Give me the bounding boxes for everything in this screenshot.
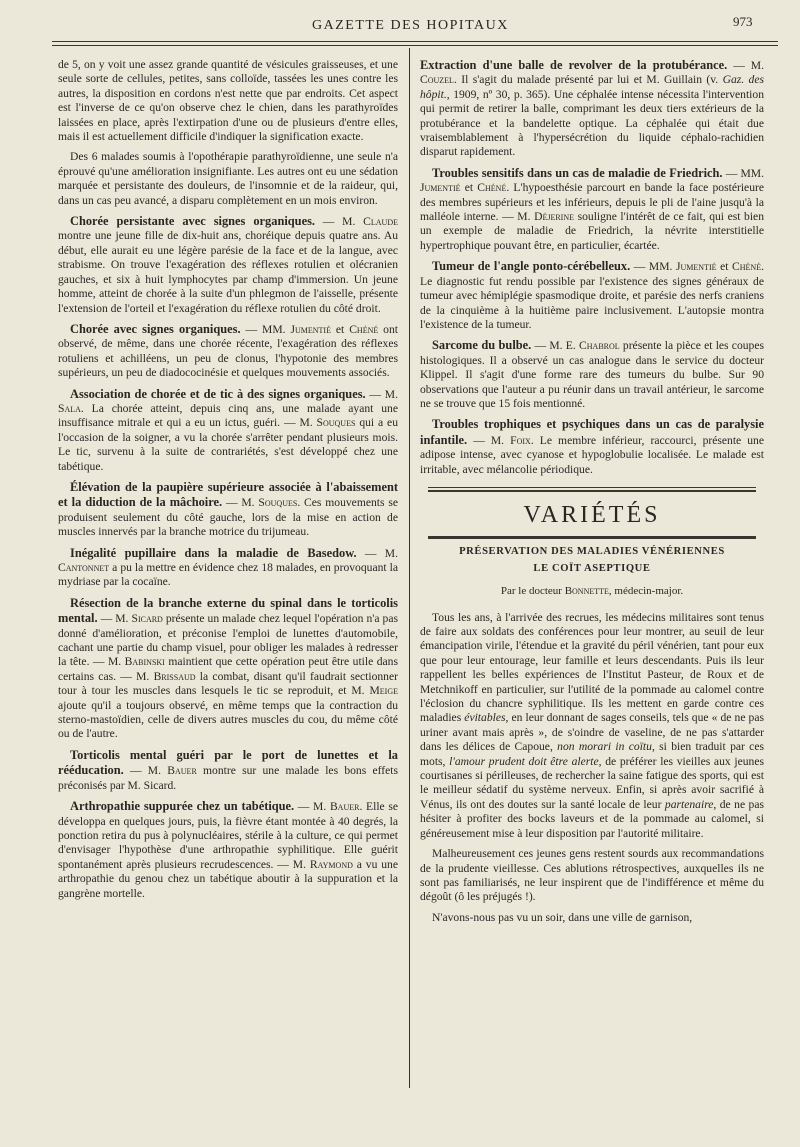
author-name: Bauer [167,764,197,778]
author-name: Sicard [131,612,163,626]
author-name: Claude [363,215,398,229]
author-name: Couzel [420,73,454,87]
section-title: Élévation de la paupière supérieure associée à l'abaissement et la diduction de la mâchoire. [58,479,398,510]
section-elevation-paupiere: Élévation de la paupière supérieure associée à l'abaissement et la diduction de la mâchoire. — M. Souques. Ces mouvements se produisent seulement du côté gauche, lors de la mise en action de muscles innervés par la branche motrice du trijumeau. [58,479,399,539]
section-title: Chorée avec signes organiques. [70,321,241,336]
section-resection-spinal: Résection de la branche externe du spinal dans le torticolis mental. — M. Sicard présente un malade chez lequel l'opération n'a pas donné d'amélioration, et préconise l'emploi de lunettes d'automobile, cachant une partie du champ visuel, pour obliger les malades à redresser la tête. — M. Babinski maintient que cette opération peut être utile dans certains cas. — M. Brissaud la combat, disant qu'il faudrait sectionner tour à tour les muscles dans lesquels le tic se reproduit, et M. Meige ajoute qu'il a toujours observé, en même temps que la contraction du sterno-mastoïdien, celle de divers autres muscles du cou, du même côté ou de l'autre. [58,595,398,741]
section-title: Troubles trophiques et psychiques dans un cas de paralysie infantile. [420,417,764,447]
header-rule-second [52,45,778,46]
varietes-rule-top-thick [428,490,756,492]
section-title: Tumeur de l'angle ponto-cérébelleux. [432,259,631,274]
author-name: Souques [258,496,298,510]
section-torticolis-gueri: Torticolis mental guéri par le port de lunettes et la rééducation. — M. Bauer montre sur une malade les bons effets préconisés par M. Sicard. [58,747,398,792]
section-title: Sarcome du bulbe. [432,338,532,353]
section-association-choree-tic: Association de chorée et de tic à des signes organiques. — M. Sala. La chorée atteint, depuis cinq ans, une malade ayant une insuffisance mitrale et qui a eu un ictus, guéri. — M. Souques qui a eu l'occasion de la soigner, a vu la chorée s'arrêter pendant plusieurs mois. Le tic, survenu à la suite de contrariétés, s'est développé chez une tabétique. [58,386,398,473]
article-byline: Par le docteur Bonnette, médecin-major. [500,585,684,598]
author-name: Jumentié [290,322,331,336]
author-name: Déjerine [534,210,575,224]
section-choree-persistante: Chorée persistante avec signes organiques. — M. Claude montre une jeune fille de dix-huit ans, choréique depuis quatre ans. Au début, elle aurait eu une légère parésie de la face et de la langue, avec strabisme. On trouve l'exagération des réflexes rotulien et olécranien gauches, et six à huit lymphocytes par champ d'immersion. Un jeune homme, atteint de chorée à la suite d'un phlegmon de l'aisselle, présente l'extension de l'orteil et l'exagération du réflexe rotulien du côté droit. [58,214,398,315]
varietes-heading: VARIÉTÉS [523,501,661,528]
running-head: GAZETTE DES HOPITAUX [312,18,509,33]
author-name: Jumentié [420,181,461,195]
section-title: Association de chorée et de tic à des signes organiques. [70,386,366,401]
author-name: Souques [316,416,356,430]
author-name: Jumentié [676,260,717,274]
article-paragraph-3: N'avons-nous pas vu un soir, dans une ville de garnison, [432,910,693,924]
section-title: Extraction d'une balle de revolver de la protubérance. [420,58,728,72]
author-name: Sala [58,401,81,415]
page-header [0,14,800,34]
author-name: Bauer [329,800,360,814]
author-name: Brissaud [153,669,196,683]
section-arthropathie: Arthropathie suppurée chez un tabétique. — M. Bauer. Elle se développa en quelques jours, puis, la fièvre étant montée à 40 degrés, la ponction retira du pus à polynucléaires, stérile à la culture, ce qui permet d'envisager l'hypothèse d'une arthropathie syphilitique. Elle guérit spontanément après plusieurs recrudescences. — M. Raymond a vu une arthropathie du genou chez un tabétique aboutir à la suppuration et la gangrène mortelle. [58,799,399,900]
column-divider [409,48,410,1088]
article-paragraph-2: Malheureusement ces jeunes gens restent sourds aux recommandations de la prudente vieillesse. Ces ablutions rétrospectives, auxquelles ils ne sont pas familiarisés, ne leur inspirent que de l'indifférence et même du dégoût (ô les préjugés !). [420,847,764,904]
section-title: Torticolis mental guéri par le port de lunettes et la rééducation. [58,747,398,778]
section-title: Résection de la branche externe du spinal dans le torticolis mental. [58,595,398,626]
varietes-block [420,487,764,539]
author-name: Chabrol [579,339,620,353]
author-name: Babinski [124,655,165,669]
section-title: Arthropathie suppurée chez un tabétique. [70,799,295,814]
section-troubles-sensitifs: Troubles sensitifs dans un cas de maladie de Friedrich. — MM. Jumentié et Chéné. L'hypoesthésie parcourt en bande la face postérieure des membres supérieurs et les inférieurs, depuis le pli de l'aine jusqu'à la malléole interne. — M. Déjerine souligne l'intérêt de ce fait, qui est bien un exemple de maladie de Friedrich, la névrite interstitielle hypertrophique pouvant être, en particulier, écartée. [420,165,764,252]
author-name: Foix [510,433,531,447]
intro-paragraph: de 5, on y voit une assez grande quantité de vésicules graisseuses, et une seule sorte de cellules, petites, sans colloïde, tassées les unes contre les autres, la disposition en cordons n'est nette que par endroits. Cet aspect est l'inverse de ce qu'on observe chez le chien, dans les parathyroïdes laissées en place, après l'extirpation d'une ou de plusieurs d'entre elles, mais il est actuellement difficile d'indiquer la signification exacte. [58,58,398,144]
section-sarcome-bulbe: Sarcome du bulbe. — M. E. Chabrol présente la pièce et les coupes histologiques. Il a observé un cas analogue dans le service du docteur Klippel. Il s'agit d'une forme rare des tumeurs du bulbe. Sur 90 observations que l'auteur a pu réunir dans un travail antérieur, le sarcome ne se trouve que 15 fois mentionné. [420,338,765,410]
author-name: Chéné [349,322,379,336]
article-subtitle: LE COÏT ASEPTIQUE [533,562,651,574]
citation: Gaz. des hôpit. [420,73,765,101]
section-title: Chorée persistante avec signes organiques. [70,214,315,229]
varietes-rule-bottom [428,538,756,539]
section-inegalite-pupillaire: Inégalité pupillaire dans la maladie de Basedow. — M. Cantonnet a pu la mettre en évidence chez 18 malades, en provoquant la mydriase par la cocaïne. [58,545,398,589]
section-extraction-balle: Extraction d'une balle de revolver de la protubérance. — M. Couzel. Il s'agit du malade présenté par lui et M. Guillain (v. Gaz. des hôpit., 1909, nº 30, p. 365). Une céphalée intense nécessita l'intervention qui permit de retirer la balle, comprimant les deux tiers extérieurs de la protubérance et la bandelette optique. La céphalée qui était due vraisemblablement à l'hypersécrétion du liquide céphalo-rachidien disparut rapidement. [420,58,765,159]
section-choree-signes: Chorée avec signes organiques. — MM. Jumentié et Chéné ont observé, de même, dans une chorée récente, l'exagération des réflexes rotuliens et achilléens, un peu de clonus, l'hypotonie des membres supérieurs, un peu de diadococinésie et quelques mouvements associés. [58,321,398,380]
author-name: Raymond [309,857,353,871]
section-title: Inégalité pupillaire dans la maladie de Basedow. [70,545,357,560]
varietes-rule-top [428,487,756,488]
author-name: Chéné [477,181,507,195]
section-troubles-trophiques: Troubles trophiques et psychiques dans un cas de paralysie infantile. — M. Foix. Le membre inférieur, raccourci, présente une adipose intense, avec cyanose et hypoglobulie localisée. Le malade est irritable, avec mélancolie périodique. [420,417,765,476]
left-column [58,58,398,907]
author-name: Bonnette [564,585,609,598]
author-name: Meige [369,684,398,698]
page-number: 973 [733,14,753,29]
article-paragraph-1: Tous les ans, à l'arrivée des recrues, les médecins militaires sont tenus de faire aux soldats des conférences pour leur montrer, au seuil de leur émancipation virile, l'étendue et la gravité du péril vénérien, tant pour eux que pour leur entourage, leur famille et leurs descendants. Puis ils leur rappellent les belles expériences de l'Institut Pasteur, de Roux et de Metchnikoff en particulier, sur l'utilité de la pommade au calomel contre l'éclosion du chancre syphilitique. Ils les mettent en garde contre ces maladies évitables, en leur donnant de sages conseils, tels que « de ne pas uriner avant mais après », de s'oindre de vaseline, de ne pas s'attarder dans les délices de Capoue, non morari in coïtu, si bien traduit par ces mots, l'amour prudent doit être alerte, de préférer les vieilles aux jeunes courtisanes si périlleuses, de rechercher la saine fatigue des sports, qui est le meilleur sédatif du système nerveux. Enfin, si après avoir sacrifié à Vénus, ils ont des doutes sur la santé locale de leur partenaire, de ne pas hésiter à profiter des bocks laveurs et de la pommade au calomel, si généreusement mise à leur disposition par l'autorité militaire. [420,610,765,840]
malades-paragraph: Des 6 malades soumis à l'opothérapie parathyroïdienne, une seule n'a éprouvé qu'une amélioration insignifiante. Les autres ont eu une sédation marquée et persistante des douleurs, de l'insomnie et de la raideur, qui, dans un cas peu avancé, a disparu complètement en un mois environ. [58,150,398,207]
author-name: Cantonnet [58,561,110,574]
right-column [420,58,764,931]
article-title: PRÉSERVATION DES MALADIES VÉNÉRIENNES [459,546,725,558]
author-name: Chéné [732,260,762,274]
section-tumeur-angle: Tumeur de l'angle ponto-cérébelleux. — MM. Jumentié et Chéné. Le diagnostic fut rendu possible par l'existence des signes généraux de tumeur avec hémiplégie spasmodique droite, et parésie des nerfs craniens de la cinquième à la huitième paire inclusivement. L'autopsie montra l'existence de la tumeur. [420,259,764,331]
header-rule [52,41,778,42]
section-title: Troubles sensitifs dans un cas de maladie de Friedrich. [432,165,723,180]
